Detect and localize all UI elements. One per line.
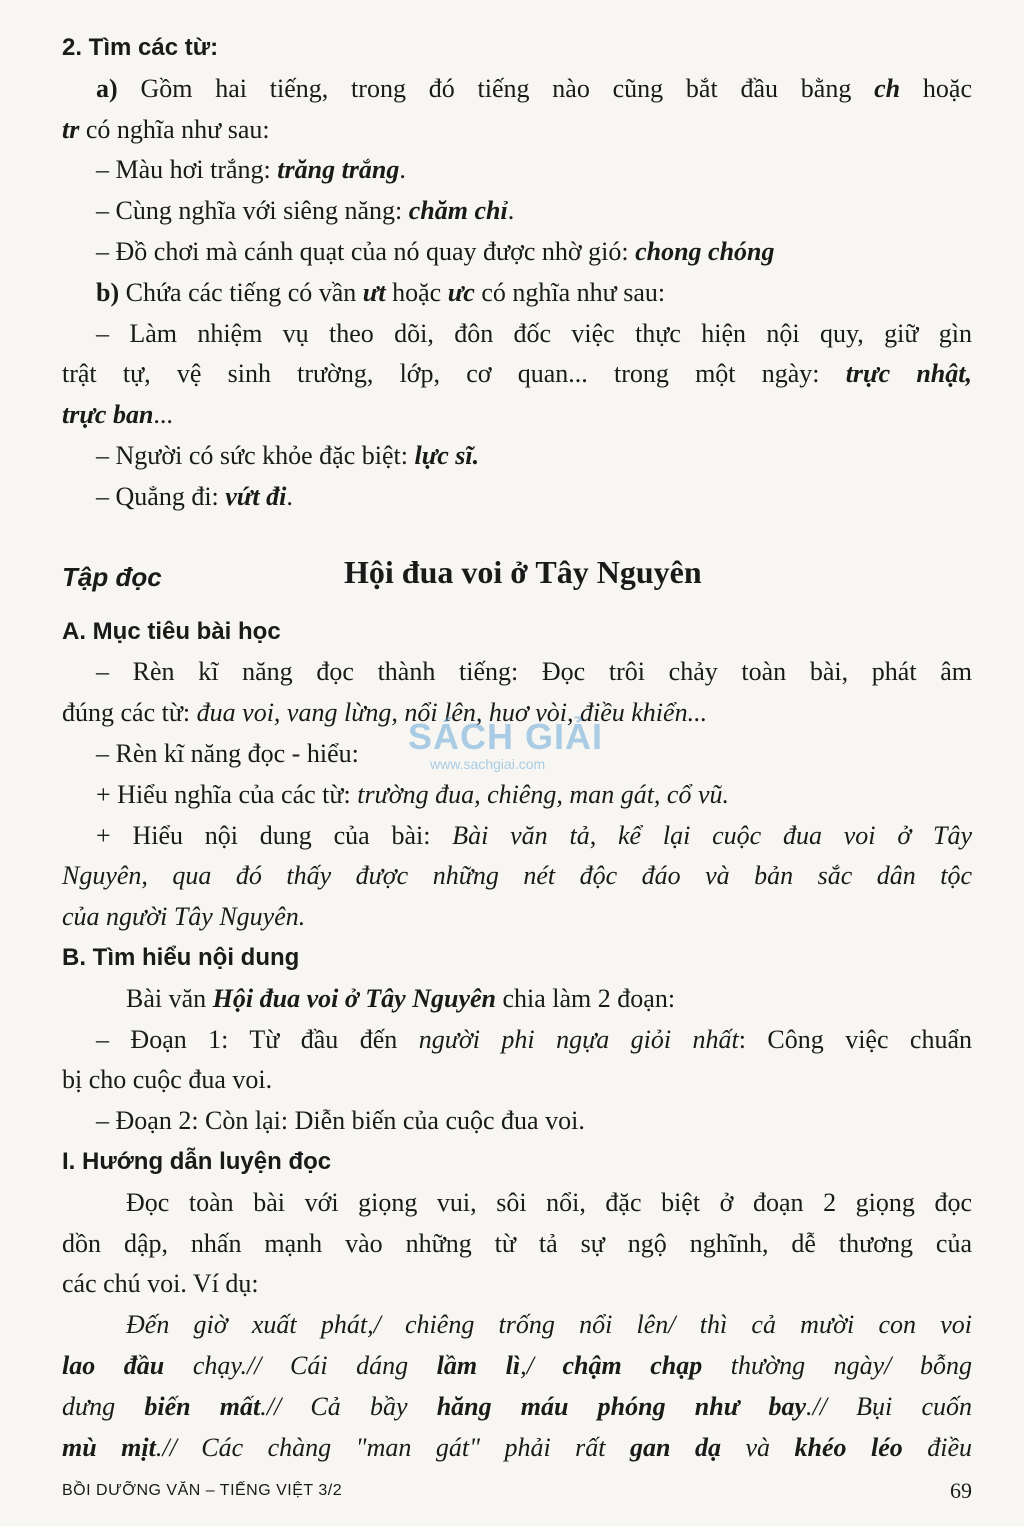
section-a-l2-words: đua voi, vang lừng, nổi lên, huơ vòi, điều khiển... <box>196 698 708 728</box>
page-content <box>62 28 972 1468</box>
section-b-line4: – Đoạn 2: Còn lại: Diễn biến của cuộc đua voi. <box>96 1106 585 1136</box>
item-a-answer-3 <box>62 232 972 273</box>
passage-text: chạy.// Cái dáng <box>164 1350 437 1380</box>
passage-text: .// Cả bầy <box>260 1391 437 1421</box>
section-i-line2: dồn dập, nhấn mạnh vào những từ tả sự ngộ nghĩnh, dễ thương của <box>62 1228 972 1258</box>
section-b-l1-title: Hội đua voi ở Tây Nguyên <box>212 983 496 1013</box>
section-b-line2 <box>62 1020 972 1061</box>
item-b1-answer1: trực nhật, <box>845 359 972 389</box>
section-a-line7: của người Tây Nguyên. <box>62 902 306 932</box>
section-a-line4 <box>62 775 972 816</box>
section-b-line3: bị cho cuộc đua voi. <box>62 1065 273 1095</box>
item-a-line1 <box>62 69 972 110</box>
passage-text: điều <box>902 1432 972 1462</box>
passage-bold: gan dạ <box>630 1432 721 1462</box>
section-a-l5-text: + Hiểu nội dung của bài: <box>96 820 453 850</box>
item-b1-line3 <box>62 395 972 436</box>
item-b-text2: hoặc <box>385 277 448 307</box>
section-a-line2 <box>62 693 972 734</box>
item-b-label: b) <box>96 277 120 307</box>
question-text: – Cùng nghĩa với siêng năng: <box>96 196 409 226</box>
passage-bold: khéo léo <box>794 1432 903 1462</box>
section-b-l1-text: Bài văn <box>126 983 213 1013</box>
item-b1-answer2: trực ban <box>62 400 154 430</box>
section-b-l2-text2: : Công việc chuẩn <box>738 1024 973 1054</box>
item-a-tr: tr <box>62 114 80 144</box>
page-footer <box>62 1478 972 1518</box>
item-a-text: Gồm hai tiếng, trong đó tiếng nào cũng bắt đầu bằng <box>117 73 875 103</box>
item-b1-text: trật tự, vệ sinh trường, lớp, cơ quan... trong một ngày: <box>62 359 846 389</box>
passage-text: dưng <box>62 1391 145 1421</box>
section-a-heading: A. Mục tiêu bài học <box>62 617 281 645</box>
section-b-heading: B. Tìm hiểu nội dung <box>62 943 300 971</box>
passage-text: thường ngày/ bỗng <box>702 1350 972 1380</box>
answer-text: trăng trắng <box>277 155 400 185</box>
section-a-line6: Nguyên, qua đó thấy được những nét độc đáo và bản sắc dân tộc <box>62 861 972 891</box>
section-i-heading: I. Hướng dẫn luyện đọc <box>62 1147 332 1175</box>
watermark-main: SÁCH GIẢI <box>408 716 604 757</box>
section-a-l5-italic: Bài văn tả, kể lại cuộc đua voi ở Tây <box>452 820 972 850</box>
passage-line2 <box>62 1346 972 1387</box>
lesson-label: Tập đọc <box>62 561 162 592</box>
answer-end: . <box>507 196 515 226</box>
passage-text: .// Các chàng "man gát" phải rất <box>155 1432 631 1462</box>
item-b2-text: – Người có sức khỏe đặc biệt: <box>96 440 415 470</box>
answer-end: . <box>399 155 406 185</box>
section-b-l1-text2: chia làm 2 đoạn: <box>495 983 676 1013</box>
answer-text: chong chóng <box>635 236 775 266</box>
section-a-line3: – Rèn kĩ năng đọc - hiểu: <box>96 738 359 768</box>
section-b-l2-italic: người phi ngựa giỏi nhất <box>418 1024 739 1054</box>
section-2-heading: 2. Tìm các từ: <box>62 34 219 61</box>
question-text: – Màu hơi trắng: <box>96 155 278 185</box>
passage-line1: Đến giờ xuất phát,/ chiêng trống nổi lên/ thì cả mười con voi <box>126 1310 972 1340</box>
item-a-line2 <box>62 110 972 151</box>
page-number: 69 <box>950 1478 972 1503</box>
section-a-line5 <box>62 816 972 857</box>
item-b2-line <box>62 436 972 477</box>
section-a-l4-words: trường đua, chiêng, man gát, cổ vũ. <box>357 779 730 809</box>
footer-book-title: BỒI DƯỠNG VĂN – TIẾNG VIỆT 3/2 <box>62 1482 343 1499</box>
item-a-answer-2 <box>62 191 972 232</box>
passage-bold: biến mất <box>144 1391 261 1421</box>
watermark-url: www.sachgiai.com <box>430 756 546 772</box>
passage-bold: mù mịt <box>62 1432 156 1462</box>
item-b1-end: ... <box>153 400 173 430</box>
answer-text: chăm chỉ <box>408 196 508 226</box>
section-a-l4-text: + Hiểu nghĩa của các từ: <box>96 779 358 809</box>
passage-line4 <box>62 1428 972 1469</box>
item-b2-answer: lực sĩ. <box>414 440 480 470</box>
item-b-text: Chứa các tiếng có vần <box>119 277 363 307</box>
item-b3-end: . <box>286 481 293 511</box>
item-a-text3: có nghĩa như sau: <box>79 114 270 144</box>
item-b3-line <box>62 477 972 518</box>
passage-text: ,/ <box>520 1350 563 1380</box>
passage-bold: lao đầu <box>62 1350 165 1380</box>
item-b-text3: có nghĩa như sau: <box>474 277 666 307</box>
passage-text: .// Bụi cuốn <box>806 1391 973 1421</box>
section-i-line1: Đọc toàn bài với giọng vui, sôi nổi, đặc biệt ở đoạn 2 giọng đọc <box>126 1187 972 1217</box>
item-a-answer-1 <box>62 150 972 191</box>
section-i-line3: các chú voi. Ví dụ: <box>62 1269 259 1299</box>
section-a-l2-text: đúng các từ: <box>62 698 197 728</box>
section-b-line1 <box>62 979 972 1020</box>
passage-line3 <box>62 1387 972 1428</box>
item-a-text2: hoặc <box>900 73 972 103</box>
section-a-line1: – Rèn kĩ năng đọc thành tiếng: Đọc trôi chảy toàn bài, phát âm <box>96 657 972 687</box>
item-b3-answer: vứt đi <box>225 481 287 511</box>
item-b1-line1: – Làm nhiệm vụ theo dõi, đôn đốc việc thực hiện nội quy, giữ gìn <box>96 318 972 348</box>
section-b-l2-text: – Đoạn 1: Từ đầu đến <box>96 1024 419 1054</box>
item-b-ut: ưt <box>362 277 386 307</box>
item-b-line <box>62 273 972 314</box>
passage-bold: lầm lì <box>436 1350 521 1380</box>
passage-bold: hăng máu phóng như bay <box>436 1391 807 1421</box>
passage-bold: chậm chạp <box>562 1350 703 1380</box>
item-b3-text: – Quẳng đi: <box>96 481 226 511</box>
lesson-header <box>62 548 972 612</box>
question-text: – Đồ chơi mà cánh quạt của nó quay được nhờ gió: <box>96 236 636 266</box>
item-b-uc: ưc <box>447 277 475 307</box>
item-b1-line2 <box>62 354 972 395</box>
item-a-ch: ch <box>874 73 901 103</box>
lesson-title: Hội đua voi ở Tây Nguyên <box>344 553 702 590</box>
item-a-label: a) <box>96 73 118 103</box>
passage-text: và <box>720 1432 795 1462</box>
